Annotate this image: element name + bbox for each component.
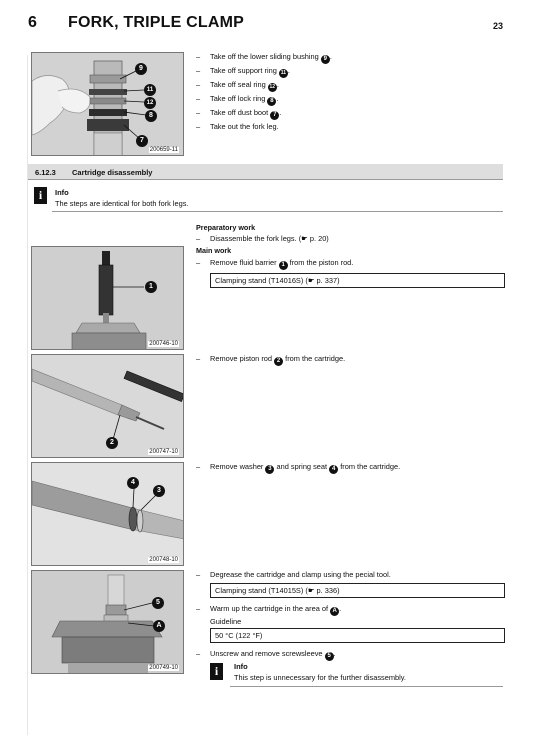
step-marker: 5	[325, 652, 334, 661]
step-marker: 9	[321, 55, 330, 64]
step-marker: 2	[274, 357, 283, 366]
step-item: – Take off support ring 11 .	[196, 66, 290, 76]
callout-marker: 1	[145, 281, 157, 293]
photo-id: 200747-10	[149, 449, 178, 455]
step-item: – Disassemble the fork legs. (☛ p. 20)	[196, 234, 329, 243]
info-text: This step is unnecessary for the further disassembly.	[234, 673, 406, 682]
fork-leg-illustration	[32, 53, 184, 156]
top-steps	[196, 50, 332, 134]
step-item: – Warm up the cartridge in the area of A .	[196, 603, 342, 614]
chapter-number: 6	[28, 14, 37, 31]
info-title: Info	[234, 662, 248, 671]
block-2-steps	[196, 352, 345, 366]
washer-photo	[31, 462, 184, 566]
fork-leg-photo	[31, 52, 184, 156]
step-marker: 11	[280, 70, 287, 76]
callout-marker: 3	[153, 485, 165, 497]
section-heading	[28, 164, 503, 180]
preparatory-label: Preparatory work	[196, 223, 256, 232]
spring-seat-illustration	[32, 463, 184, 566]
step-item: – Take off seal ring 12 .	[196, 80, 279, 90]
info-text: The steps are identical for both fork legs.	[55, 199, 189, 208]
step-item: – Take off lock ring 8 .	[196, 94, 279, 104]
block-1-steps	[196, 223, 505, 292]
info-box	[34, 187, 503, 213]
tool-reference: Clamping stand (T14015S) (☛ p. 336)	[210, 583, 505, 598]
info-icon: i	[34, 187, 47, 204]
section-number: 6.12.3	[35, 167, 56, 177]
step-marker: A	[330, 607, 339, 616]
callout-marker: 11	[144, 84, 156, 96]
info-title: Info	[55, 188, 69, 197]
block-4-steps	[196, 568, 505, 661]
callout-marker: 12	[144, 97, 156, 109]
callout-marker: 5	[152, 597, 164, 609]
photo-id: 200746-10	[149, 341, 178, 347]
info-divider	[230, 686, 503, 687]
screwsleeve-photo	[31, 570, 184, 674]
info-divider	[52, 211, 503, 212]
step-item: – Remove piston rod 2 from the cartridge.	[196, 354, 346, 364]
step-item: – Take out the fork leg.	[196, 122, 279, 131]
step-marker: 3	[265, 465, 274, 474]
guideline-label: Guideline	[210, 616, 242, 626]
page-number: 23	[493, 21, 504, 31]
step-marker: 7	[270, 111, 279, 120]
callout-marker: 2	[106, 437, 118, 449]
step-marker: 1	[279, 261, 288, 270]
callout-marker: 8	[145, 110, 157, 122]
main-work-label: Main work	[196, 246, 232, 255]
step-item: – Remove washer 3 and spring seat 4 from the cartridge.	[196, 462, 401, 472]
photo-id: 200659-11	[149, 147, 178, 153]
fluid-barrier-photo	[31, 246, 184, 350]
step-marker: 12	[269, 84, 276, 90]
callout-marker: 9	[135, 63, 147, 75]
step-item: – Take off dust boot 7 .	[196, 108, 282, 118]
guideline-value: 50 °C (122 °F)	[210, 628, 505, 643]
callout-marker: 4	[127, 477, 139, 489]
piston-rod-illustration	[32, 247, 184, 350]
piston-rod-photo	[31, 354, 184, 458]
photo-id: 200748-10	[149, 557, 178, 563]
margin-rule	[27, 55, 28, 735]
step-marker: 8	[267, 97, 276, 106]
callout-marker: A	[153, 620, 165, 632]
chapter-title: FORK, TRIPLE CLAMP	[68, 14, 245, 31]
info-box	[210, 660, 503, 688]
step-marker: 4	[329, 465, 338, 474]
photo-id: 200749-10	[149, 665, 178, 671]
step-item: – Take off the lower sliding bushing 9 .	[196, 52, 332, 62]
step-item: – Degrease the cartridge and clamp using the pecial tool.	[196, 570, 391, 579]
step-item: – Unscrew and remove screwsleeve 5 .	[196, 648, 336, 659]
info-icon: i	[210, 663, 223, 680]
step-item: – Remove fluid barrier 1 from the piston rod.	[196, 258, 354, 268]
tool-reference: Clamping stand (T14016S) (☛ p. 337)	[210, 273, 505, 288]
callout-marker: 7	[136, 135, 148, 147]
block-3-steps	[196, 460, 400, 474]
section-title: Cartridge disassembly	[72, 167, 153, 177]
